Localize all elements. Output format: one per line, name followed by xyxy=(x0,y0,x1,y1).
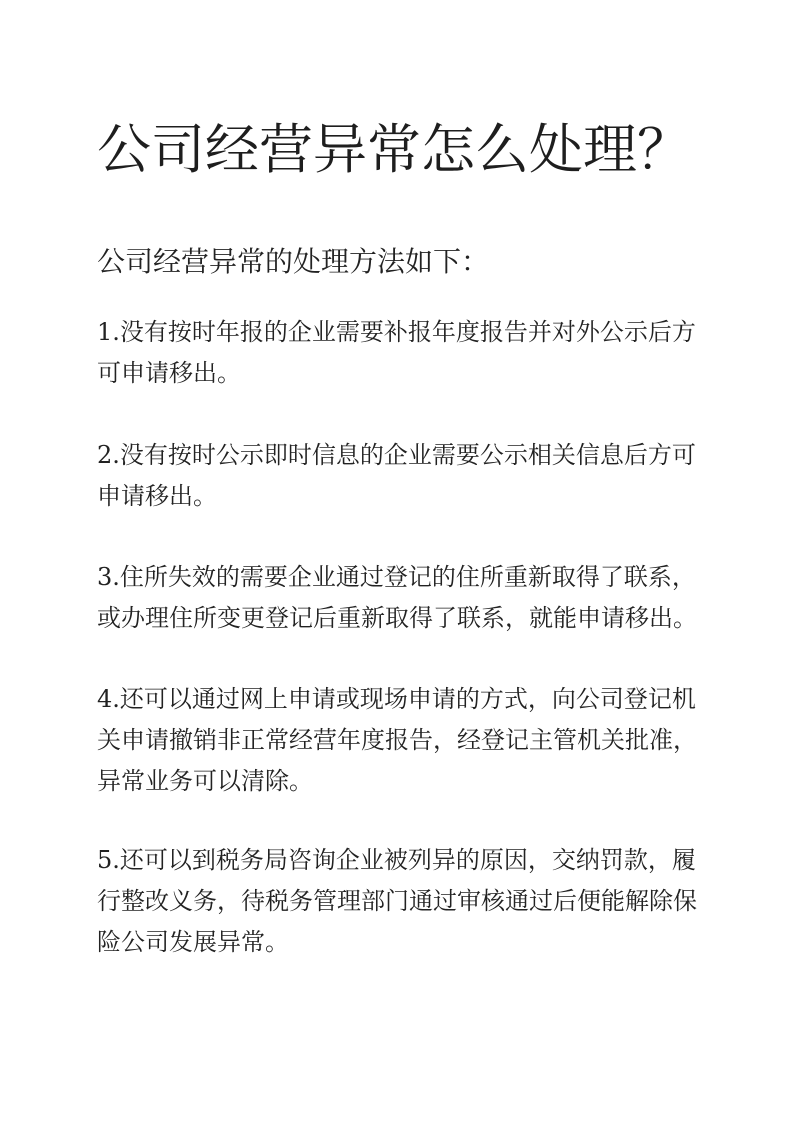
section-heading: 公司经营异常的处理方法如下： xyxy=(97,245,490,278)
paragraph-line: 3.住所失效的需要企业通过登记的住所重新取得了联系， xyxy=(97,563,696,591)
list-item-5 xyxy=(97,840,717,963)
list-item-2 xyxy=(97,435,717,517)
paragraph-line: 1.没有按时年报的企业需要补报年度报告并对外公示后方 xyxy=(97,318,696,346)
paragraph-line: 可申请移出。 xyxy=(97,359,241,387)
paragraph-line: 关申请撤销非正常经营年度报告，经登记主管机关批准， xyxy=(97,726,697,754)
list-item-4 xyxy=(97,679,717,802)
paragraph-line: 或办理住所变更登记后重新取得了联系，就能申请移出。 xyxy=(97,604,697,632)
paragraph-line: 4.还可以通过网上申请或现场申请的方式，向公司登记机 xyxy=(97,685,696,713)
paragraph-line: 异常业务可以清除。 xyxy=(97,767,313,795)
page-title: 公司经营异常怎么处理？ xyxy=(97,118,691,181)
paragraph-line: 行整改义务，待税务管理部门通过审核通过后便能解除保 xyxy=(97,887,697,915)
list-item-3 xyxy=(97,557,717,639)
paragraph-line: 2.没有按时公示即时信息的企业需要公示相关信息后方可 xyxy=(97,441,696,469)
paragraph-line: 申请移出。 xyxy=(97,482,217,510)
paragraph-line: 险公司发展异常。 xyxy=(97,928,289,956)
paragraph-line: 5.还可以到税务局咨询企业被列异的原因，交纳罚款，履 xyxy=(97,846,696,874)
list-item-1 xyxy=(97,312,717,394)
